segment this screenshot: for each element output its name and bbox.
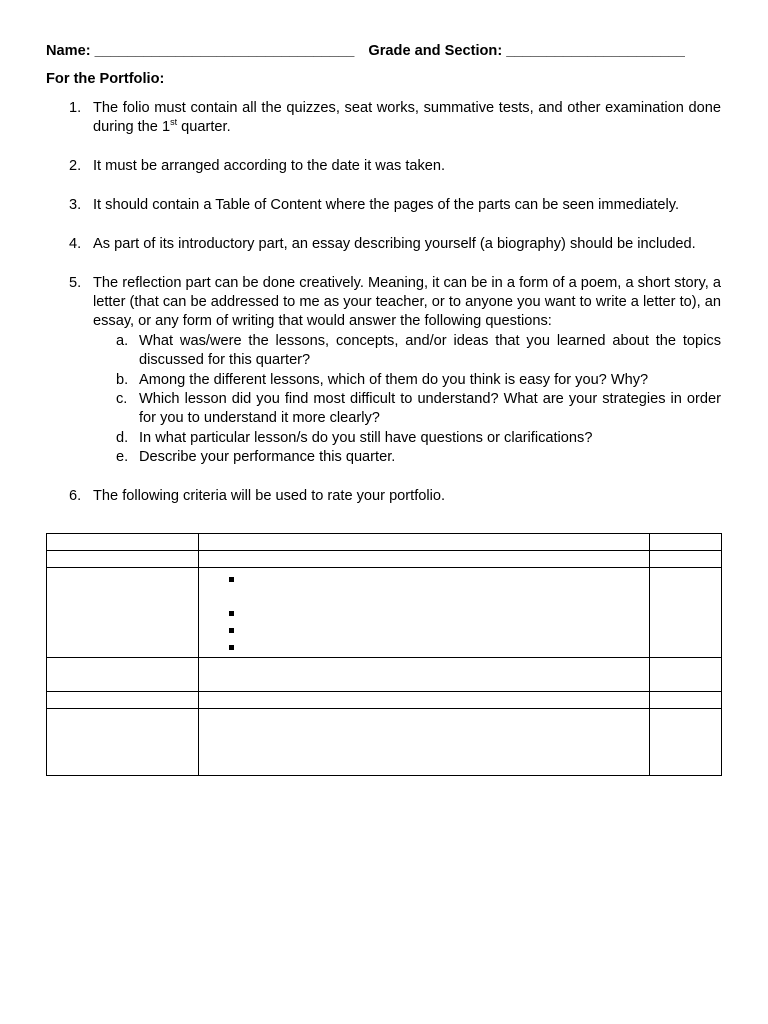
- grade-section-field-label: Grade and Section: ______________________: [368, 43, 685, 59]
- item-text: The reflection part can be done creatively. Meaning, it can be in a form of a poem, a short story, a letter (that can be addressed to me as your teacher, or to anyone you want to write a letter to), an essay, or any form of writing that would answer the following questions:: [93, 274, 721, 330]
- square-bullet-icon: [229, 577, 234, 582]
- sub-list-item: [93, 390, 721, 429]
- table-cell: [199, 658, 650, 692]
- table-cell: [199, 568, 650, 658]
- square-bullet-icon: [229, 611, 234, 616]
- item-text: It should contain a Table of Content where the pages of the parts can be seen immediately.: [93, 197, 680, 213]
- bullet-spacer: [229, 589, 649, 606]
- table-cell: [199, 534, 650, 551]
- item-number: 4.: [69, 235, 82, 252]
- item-text-end: quarter.: [177, 119, 231, 136]
- bullet-item: [229, 606, 649, 623]
- table-cell: [47, 568, 199, 658]
- table-cell: [199, 692, 650, 709]
- item-number: 6.: [69, 488, 82, 505]
- sub-list-item: [93, 429, 721, 448]
- table-cell: [47, 692, 199, 709]
- table-cell: [47, 658, 199, 692]
- bullet-item: [229, 640, 649, 657]
- bullet-list: [199, 568, 649, 657]
- table-row: [47, 534, 722, 551]
- portfolio-requirements-list: [46, 99, 721, 526]
- sub-list-item: [93, 332, 721, 371]
- reflection-questions-list: [93, 332, 721, 468]
- sub-item-text: In what particular lesson/s do you still have questions or clarifications?: [139, 429, 593, 446]
- square-bullet-icon: [229, 645, 234, 650]
- sub-item-text: What was/were the lessons, concepts, and/or ideas that you learned about the topics discussed for this quarter?: [139, 332, 721, 369]
- table-row: [47, 568, 722, 658]
- bullet-item: [229, 623, 649, 640]
- table-cell: [650, 692, 722, 709]
- table-cell: [47, 534, 199, 551]
- table-cell: [47, 709, 199, 776]
- table-cell: [650, 551, 722, 568]
- header-line: [46, 43, 685, 59]
- bullet-item: [229, 572, 649, 589]
- sub-item-text: Among the different lessons, which of them do you think is easy for you? Why?: [139, 371, 649, 388]
- list-item: [46, 157, 721, 176]
- sub-list-item: [93, 371, 721, 390]
- sub-item-text: Describe your performance this quarter.: [139, 449, 396, 466]
- table-cell: [650, 709, 722, 776]
- sub-item-letter: d.: [116, 429, 129, 446]
- table-cell: [650, 534, 722, 551]
- sub-item-letter: a.: [116, 332, 129, 349]
- sub-item-letter: e.: [116, 449, 129, 466]
- square-bullet-icon: [229, 628, 234, 633]
- table-cell: [199, 551, 650, 568]
- item-number: 2.: [69, 158, 82, 175]
- list-item: [46, 487, 721, 506]
- item-text: The folio must contain all the quizzes, seat works, summative tests, and other examination done during the 1: [93, 100, 721, 136]
- table-row: [47, 551, 722, 568]
- item-text: The following criteria will be used to rate your portfolio.: [93, 488, 446, 505]
- list-item: [46, 235, 721, 254]
- item-number: 3.: [69, 197, 82, 213]
- table-row: [47, 658, 722, 692]
- item-text: It must be arranged according to the date it was taken.: [93, 158, 446, 175]
- name-field-label: Name: ________________________________: [46, 43, 355, 59]
- item-number: 5.: [69, 274, 82, 291]
- portfolio-title: For the Portfolio:: [46, 71, 165, 87]
- table-cell: [47, 551, 199, 568]
- table-cell: [650, 568, 722, 658]
- sub-item-text: Which lesson did you find most difficult to understand? What are your strategies in order for you to understand it more clearly?: [139, 391, 721, 427]
- item-number: 1.: [69, 100, 82, 116]
- list-item: [46, 99, 721, 138]
- item-text: As part of its introductory part, an essay describing yourself (a biography) should be included.: [93, 235, 696, 252]
- list-item: [46, 274, 721, 468]
- sub-list-item: [93, 448, 721, 467]
- superscript: st: [170, 117, 178, 128]
- list-item: [46, 196, 721, 215]
- table-cell: [650, 658, 722, 692]
- table-row: [47, 709, 722, 776]
- table-row: [47, 692, 722, 709]
- criteria-table: [46, 533, 722, 776]
- table-cell: [199, 709, 650, 776]
- sub-item-letter: c.: [116, 391, 128, 408]
- sub-item-letter: b.: [116, 371, 129, 388]
